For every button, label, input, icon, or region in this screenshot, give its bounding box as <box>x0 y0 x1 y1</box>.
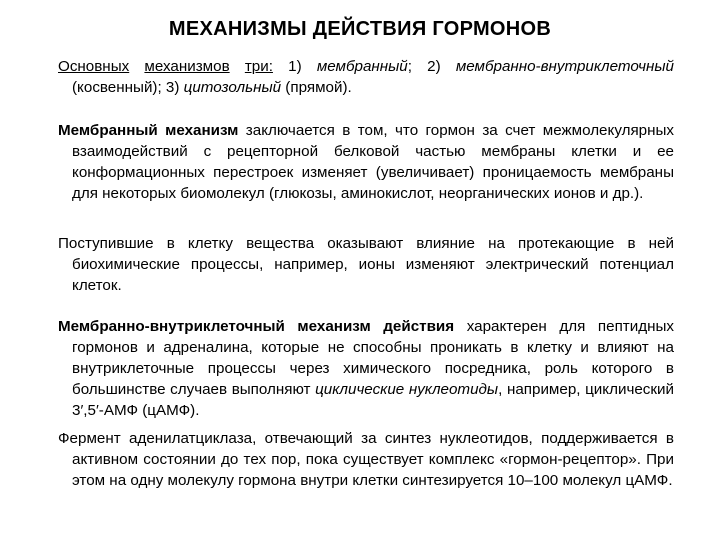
enzyme-text: Фермент аденилатциклаза, отвечающий за синтез нуклеотидов, поддерживается в активном состоянии до тех пор, пока существует комплекс «гормон-рецептор». При этом на одну молекулу гормона внутри клетки синтезируется 10–100 молекул цАМФ. <box>58 430 674 489</box>
intracellular-heading: Мембранно-внутриклеточный механизм действия <box>58 318 455 335</box>
cyclic-nucleotides-term: циклические нуклеотиды <box>315 381 499 398</box>
intracellular-text-2: , например, циклический 3′,5′-АМФ (цАМФ). <box>72 381 675 419</box>
membrane-text: заключается в том, что гормон за счет межмолекулярных взаимодействий с рецепторной белковой частью мембраны клетки и ее конформационных перестроек изменяет (увеличивает) проницаемость мембраны для некоторых биомолекул (глюкозы, аминокислот, неорганических ионов и др.). <box>72 122 675 202</box>
slide-title: МЕХАНИЗМЫ ДЕЙСТВИЯ ГОРМОНОВ <box>168 18 552 40</box>
intro-text-2: ; 2) <box>407 58 456 75</box>
intro-paragraph <box>58 56 674 98</box>
intro-lead-word-1: Основных <box>58 58 130 75</box>
entry-paragraph <box>58 233 674 296</box>
intracellular-text-1: характерен для пептидных гормонов и адреналина, которые не способны проникать в клетку и влияют на внутриклеточные процессы через химического посредника, роль которого в большинстве случаев выполняют <box>72 318 674 398</box>
membrane-paragraph <box>58 120 674 204</box>
enzyme-paragraph <box>58 428 674 491</box>
intro-text-3: (косвенный); 3) <box>72 79 184 96</box>
entry-text: Поступившие в клетку вещества оказывают влияние на протекающие в ней биохимические процессы, например, ионы изменяют электрический потенциал клеток. <box>58 235 674 294</box>
mechanism-1-name: мембранный <box>316 58 408 75</box>
mechanism-2-name: мембранно-внутриклеточный <box>455 58 674 75</box>
intro-text-4: (прямой). <box>281 79 352 96</box>
intracellular-paragraph <box>58 316 674 421</box>
intro-lead-word-3: три: <box>244 58 273 75</box>
mechanism-3-name: цитозольный <box>183 79 282 96</box>
intro-text-1: 1) <box>272 58 317 75</box>
membrane-heading: Мембранный механизм <box>58 122 239 139</box>
intro-lead-word-2: механизмов <box>144 58 230 75</box>
